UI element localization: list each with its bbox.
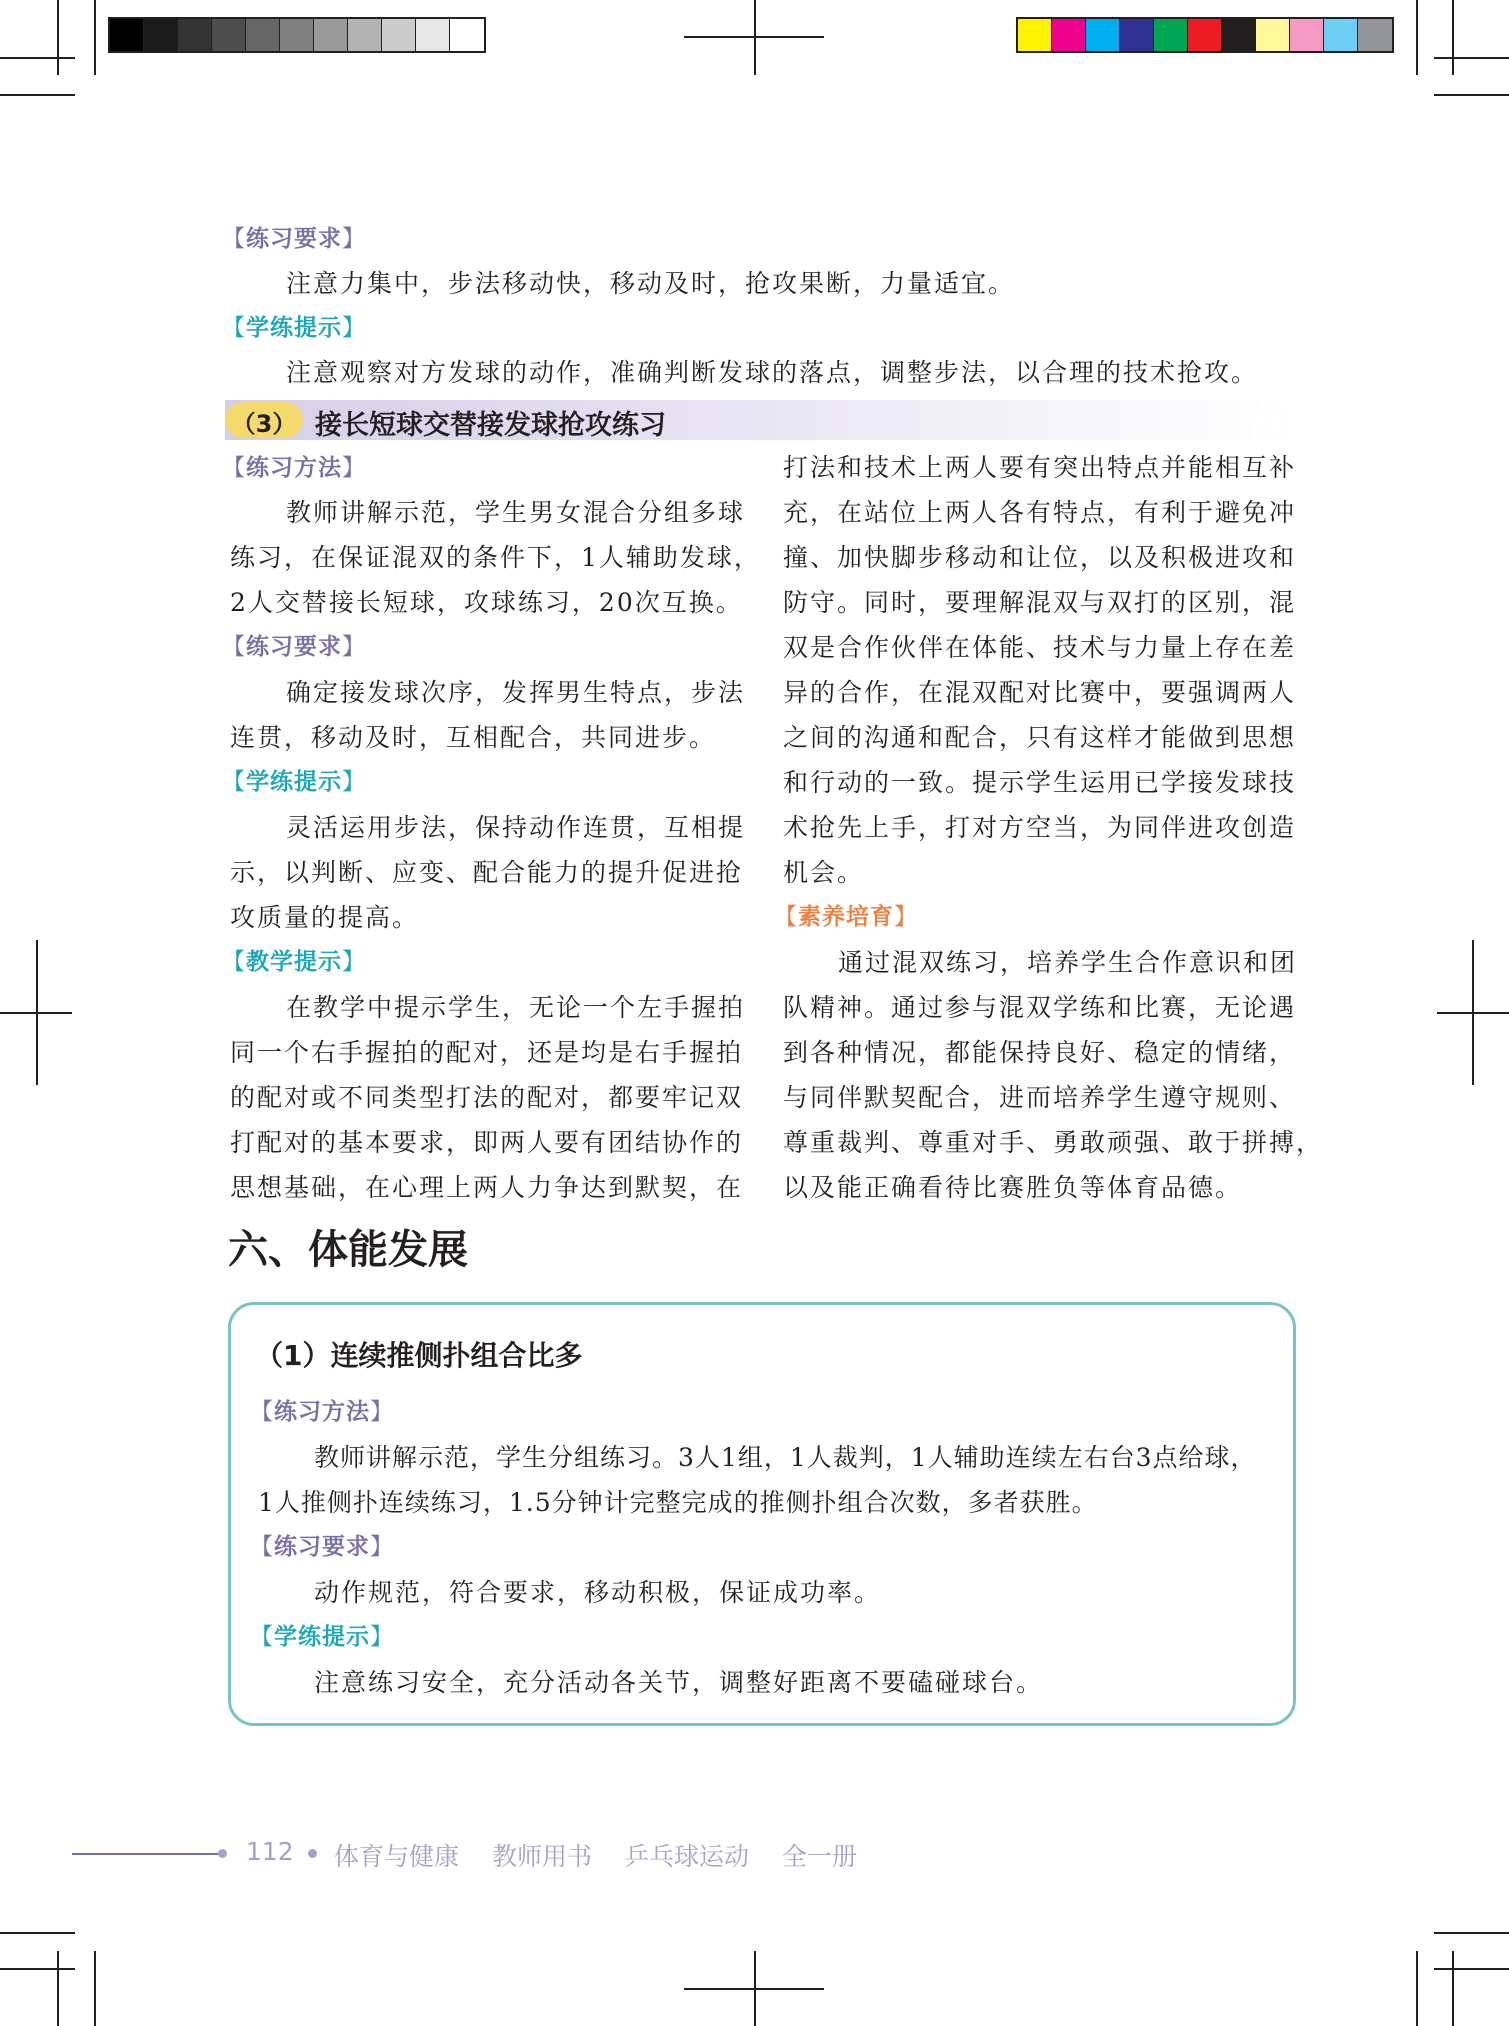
text-line: 教师讲解示范，学生分组练习。3人1组，1人裁判，1人辅助连续左右台3点给球， bbox=[314, 1443, 1257, 1472]
text-line: 机会。 bbox=[783, 858, 865, 887]
text-line: 的配对或不同类型打法的配对，都要牢记双 bbox=[230, 1083, 744, 1112]
literacy-cultivation-tag: 【素养培育】 bbox=[774, 904, 918, 930]
practice-requirement-tag: 【练习要求】 bbox=[222, 226, 366, 252]
study-hint-tag: 【学练提示】 bbox=[222, 769, 366, 795]
text-line: 双是合作伙伴在体能、技术与力量上存在差 bbox=[783, 633, 1297, 662]
text-line: 尊重裁判、尊重对手、勇敢顽强、敢于拼搏， bbox=[783, 1128, 1324, 1157]
bullet-icon bbox=[308, 1849, 317, 1858]
text-line: 撞、加快脚步移动和让位，以及积极进攻和 bbox=[783, 543, 1297, 572]
text-line: 通过混双练习，培养学生合作意识和团 bbox=[838, 948, 1298, 977]
text-line: 在教学中提示学生，无论一个左手握拍 bbox=[286, 993, 746, 1022]
decorative-stripes-icon bbox=[1235, 400, 1295, 440]
text-line: 动作规范，符合要求，移动积极，保证成功率。 bbox=[314, 1578, 882, 1607]
text-line: 以及能正确看待比赛胜负等体育品德。 bbox=[783, 1173, 1243, 1202]
text-line: 与同伴默契配合，进而培养学生遵守规则、 bbox=[783, 1083, 1297, 1112]
text-line: 灵活运用步法，保持动作连贯，互相提 bbox=[286, 813, 746, 842]
text-line: 同一个右手握拍的配对，还是均是右手握拍 bbox=[230, 1038, 744, 1067]
text-line: 到各种情况，都能保持良好、稳定的情绪， bbox=[783, 1038, 1297, 1067]
text-line: 异的合作，在混双配对比赛中，要强调两人 bbox=[783, 678, 1297, 707]
text-line: 确定接发球次序，发挥男生特点，步法 bbox=[286, 678, 746, 707]
text-line: 之间的沟通和配合，只有这样才能做到思想 bbox=[783, 723, 1297, 752]
text-line: 队精神。通过参与混双学练和比赛，无论遇 bbox=[783, 993, 1297, 1022]
book-topic: 乒乓球运动 bbox=[624, 1842, 750, 1871]
subsection-title: 接长短球交替接发球抢攻练习 bbox=[315, 410, 666, 441]
practice-method-tag: 【练习方法】 bbox=[222, 455, 366, 481]
book-type: 教师用书 bbox=[492, 1842, 593, 1871]
study-hint-text: 注意观察对方发球的动作，准确判断发球的落点，调整步法，以合理的技术抢攻。 bbox=[286, 358, 1259, 387]
grayscale-color-bar bbox=[108, 17, 486, 53]
text-line: 2人交替接长短球，攻球练习，20次互换。 bbox=[230, 588, 743, 617]
exercise-title: （1）连续推侧扑组合比多 bbox=[255, 1339, 583, 1372]
section-title: 六、体能发展 bbox=[228, 1227, 468, 1273]
teaching-hint-tag: 【教学提示】 bbox=[222, 949, 366, 975]
text-line: 打配对的基本要求，即两人要有团结协作的 bbox=[230, 1128, 744, 1157]
footer-rule bbox=[72, 1853, 222, 1855]
text-line: 注意练习安全，充分活动各关节，调整好距离不要磕碰球台。 bbox=[314, 1668, 1044, 1697]
text-line: 思想基础，在心理上两人力争达到默契，在 bbox=[230, 1173, 744, 1202]
study-hint-tag: 【学练提示】 bbox=[250, 1624, 394, 1650]
text-line: 教师讲解示范，学生男女混合分组多球 bbox=[286, 498, 746, 527]
text-line: 术抢先上手，打对方空当，为同伴进攻创造 bbox=[783, 813, 1297, 842]
text-line: 示，以判断、应变、配合能力的提升促进抢 bbox=[230, 858, 744, 887]
text-line: 连贯，移动及时，互相配合，共同进步。 bbox=[230, 723, 717, 752]
text-line: 充，在站位上两人各有特点，有利于避免冲 bbox=[783, 498, 1297, 527]
page-footer bbox=[0, 1836, 1000, 1872]
bullet-icon bbox=[218, 1849, 227, 1858]
book-title: 体育与健康 bbox=[334, 1842, 460, 1871]
practice-requirement-text: 注意力集中，步法移动快，移动及时，抢攻果断，力量适宜。 bbox=[286, 269, 1016, 298]
text-line: 1人推侧扑连续练习，1.5分钟计完整完成的推侧扑组合次数，多者获胜。 bbox=[258, 1488, 1098, 1517]
practice-requirement-tag: 【练习要求】 bbox=[250, 1534, 394, 1560]
text-line: 防守。同时，要理解混双与双打的区别，混 bbox=[783, 588, 1297, 617]
practice-method-tag: 【练习方法】 bbox=[250, 1399, 394, 1425]
text-line: 攻质量的提高。 bbox=[230, 903, 420, 932]
subsection-number: （3） bbox=[231, 410, 297, 438]
practice-requirement-tag: 【练习要求】 bbox=[222, 634, 366, 660]
study-hint-tag: 【学练提示】 bbox=[222, 315, 366, 341]
page-number: 112 bbox=[246, 1837, 294, 1866]
process-color-bar bbox=[1016, 17, 1394, 53]
text-line: 练习，在保证混双的条件下，1人辅助发球， bbox=[230, 543, 761, 572]
subsection-heading bbox=[225, 400, 1295, 440]
text-line: 打法和技术上两人要有突出特点并能相互补 bbox=[783, 453, 1297, 482]
book-volume: 全一册 bbox=[782, 1842, 858, 1871]
text-line: 和行动的一致。提示学生运用已学接发球技 bbox=[783, 768, 1297, 797]
